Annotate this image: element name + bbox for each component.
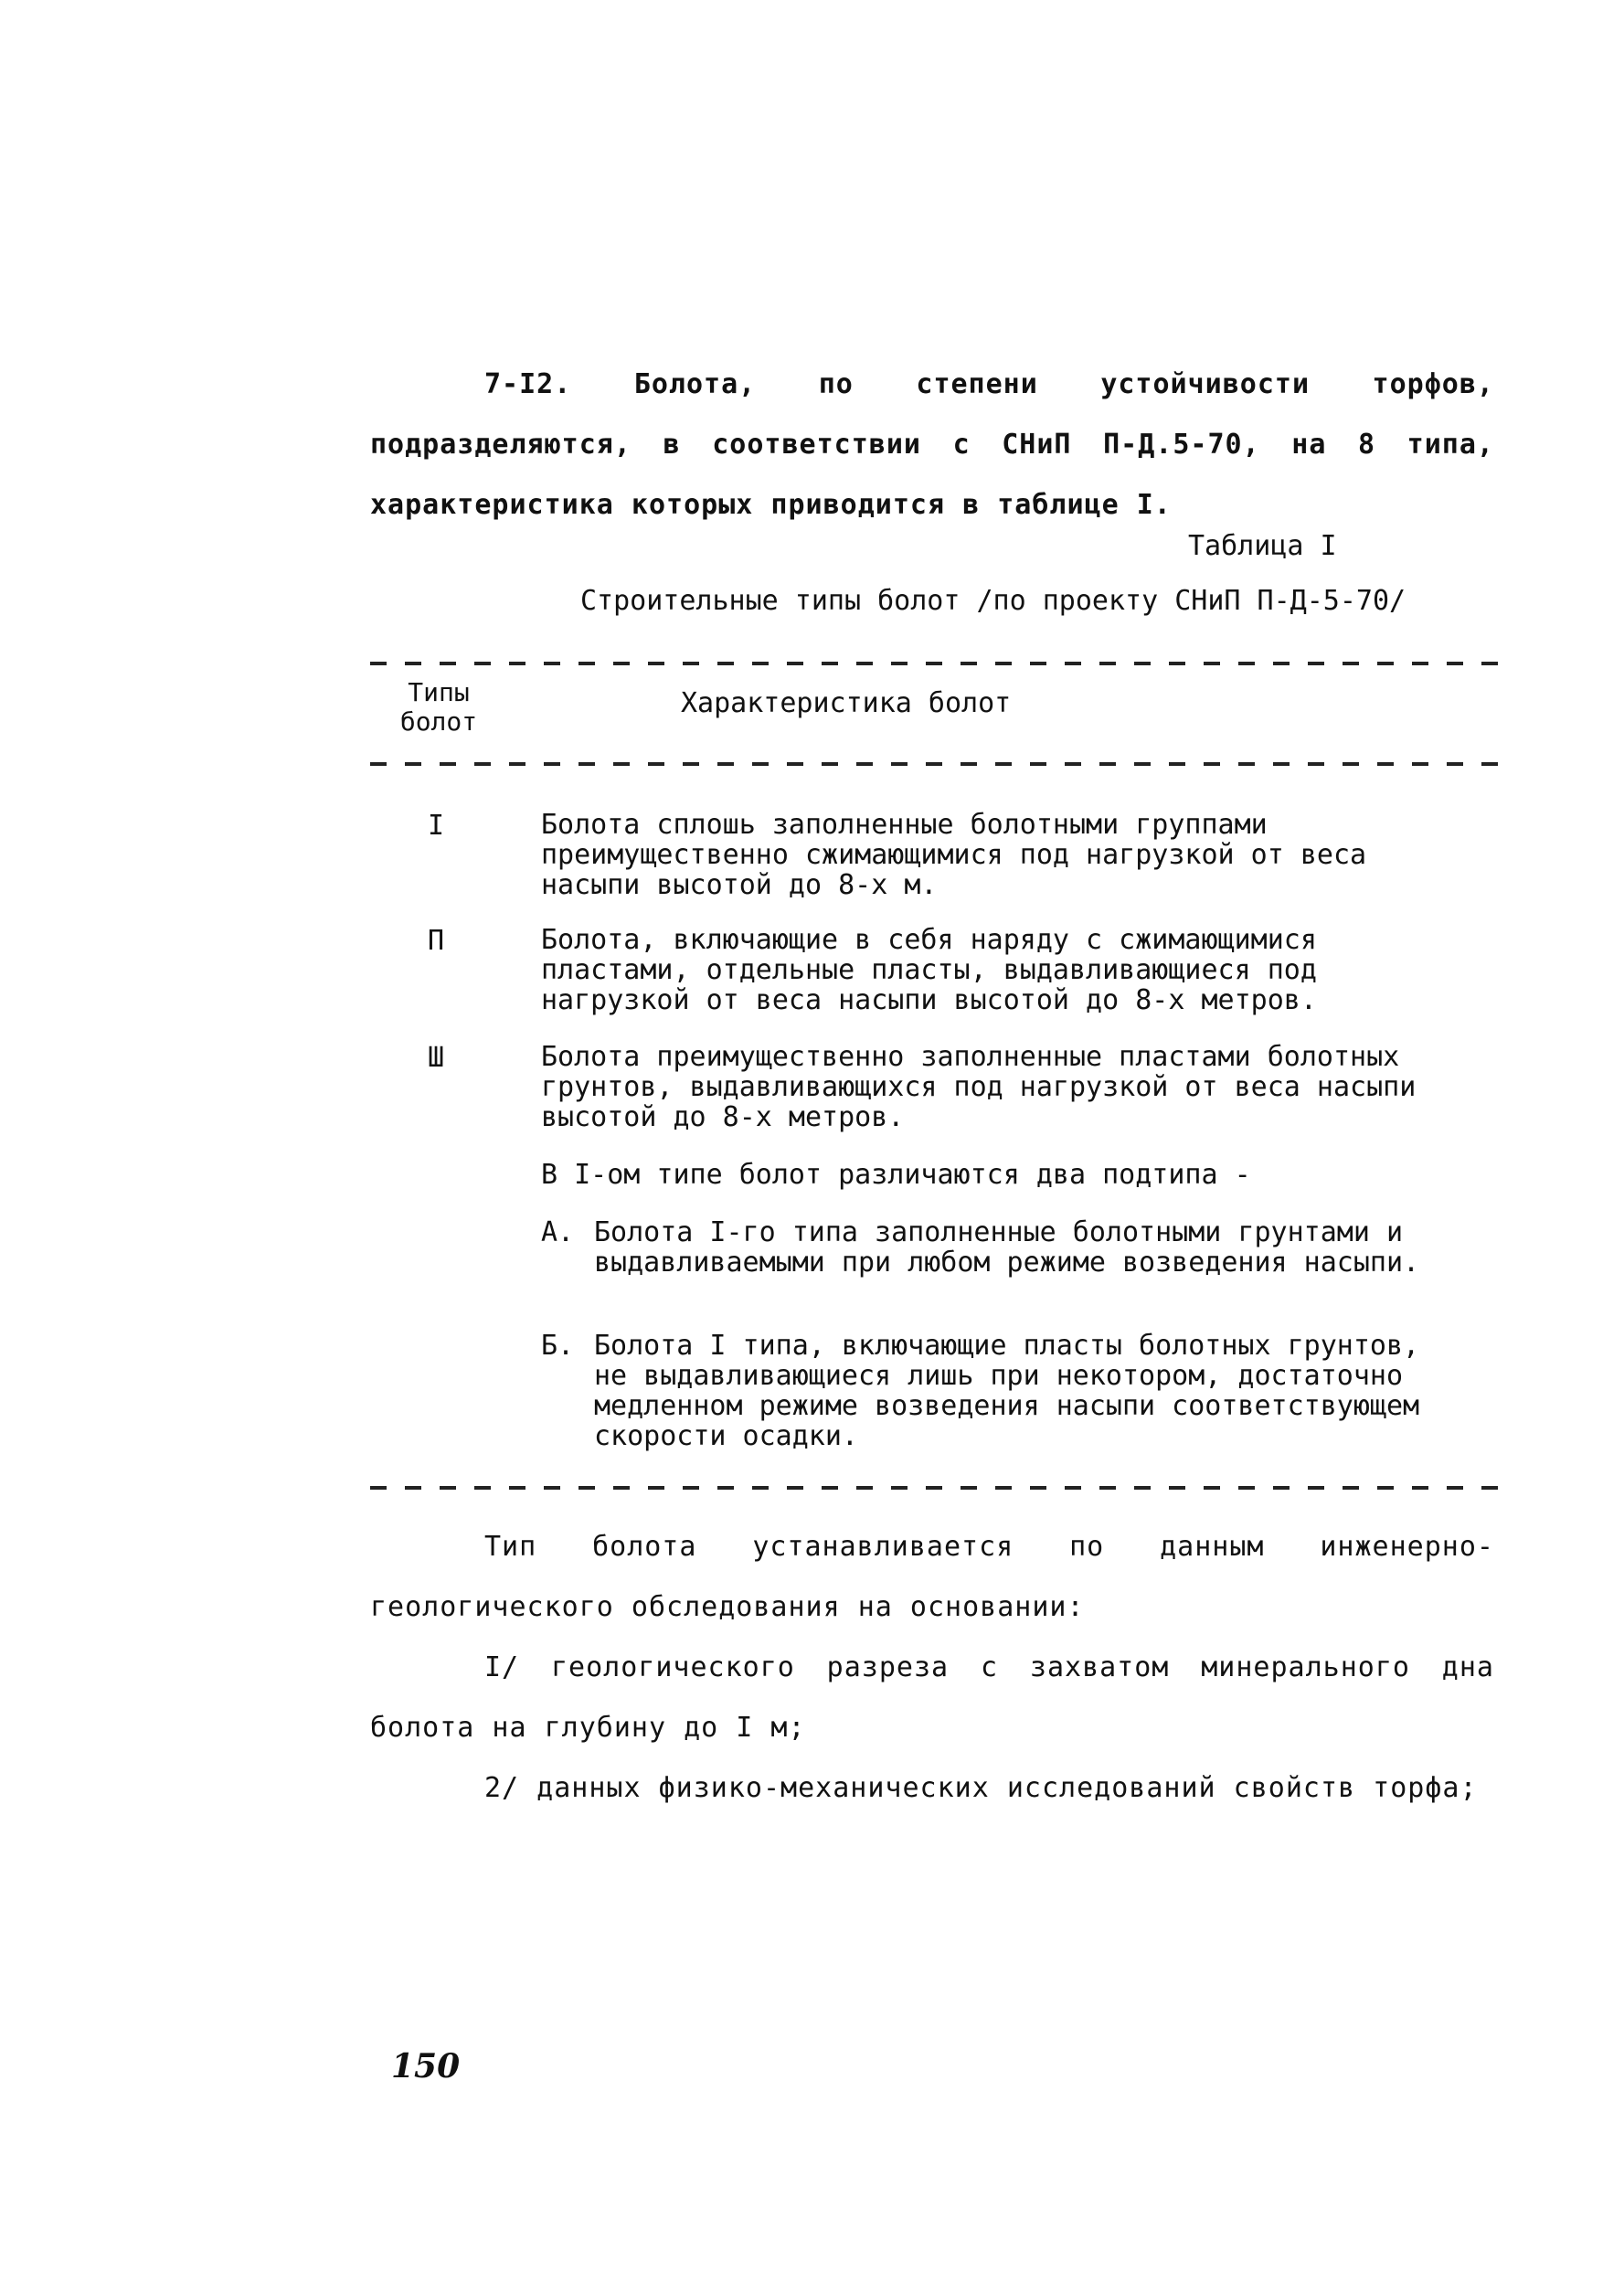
table-top-divider	[370, 662, 1503, 665]
table-label: Таблица I	[1188, 530, 1337, 562]
table-row-type: I	[428, 810, 445, 842]
subtypes-intro: В I-ом типе болот различаются два подтипа -	[541, 1159, 1251, 1191]
subtype-label: Б.	[541, 1330, 575, 1362]
subtype-text: Болота I-го типа заполненные болотными грунтами и выдавливаемыми при любом режиме возведения насыпи.	[594, 1216, 1420, 1279]
subtype-label: А.	[541, 1216, 575, 1248]
subtype-item	[541, 1217, 1455, 1278]
after-paragraph: Тип болота устанавливается по данным инженерно-геологического обследования на основании:	[370, 1531, 1494, 1623]
intro-section	[370, 355, 1494, 536]
after-item-2: 2/ данных физико-механических исследований свойств торфа;	[484, 1772, 1478, 1804]
table-header-types-line2: болот	[399, 706, 478, 737]
table-row-text: Болота преимущественно заполненные пластами болотных грунтов, выдавливающихся под нагрузкой от веса насыпи высотой до 8-х метров.	[541, 1041, 1417, 1133]
table-title: Строительные типы болот /по проекту СНиП П-Д-5-70/	[580, 585, 1406, 617]
table-row-text: Болота сплошь заполненные болотными группами преимущественно сжимающимися под нагрузкой от веса насыпи высотой до 8-х м.	[541, 809, 1367, 901]
subtype-text: Болота I типа, включающие пласты болотных грунтов, не выдавливающиеся лишь при некотором, достаточно медленном режиме возведения насыпи соответствующем скорости осадки.	[594, 1330, 1420, 1452]
table-row-text: Болота, включающие в себя наряду с сжимающимися пластами, отдельные пласты, выдавливающиеся под нагрузкой от веса насыпи высотой до 8-х метров.	[541, 924, 1317, 1016]
table-header-types	[384, 678, 494, 737]
page-number: 150	[391, 2047, 461, 2086]
after-item-1: I/ геологического разреза с захватом минерального дна болота на глубину до I м;	[370, 1651, 1494, 1744]
table-bottom-divider	[370, 1486, 1503, 1490]
table-header-divider	[370, 762, 1503, 766]
intro-paragraph: 7-I2. Болота, по степени устойчивости торфов, подразделяются, в соответствии с СНиП П-Д.5-70, на 8 типа, характеристика которых приводится в таблице I.	[370, 368, 1494, 521]
table-row-type: П	[428, 925, 445, 957]
table-header-types-line1: Типы	[408, 677, 470, 707]
table-row-type: Ш	[428, 1042, 445, 1074]
after-table-section	[370, 1517, 1494, 1819]
table-header-characteristic: Характеристика болот	[681, 687, 1012, 719]
subtype-item	[541, 1331, 1455, 1451]
